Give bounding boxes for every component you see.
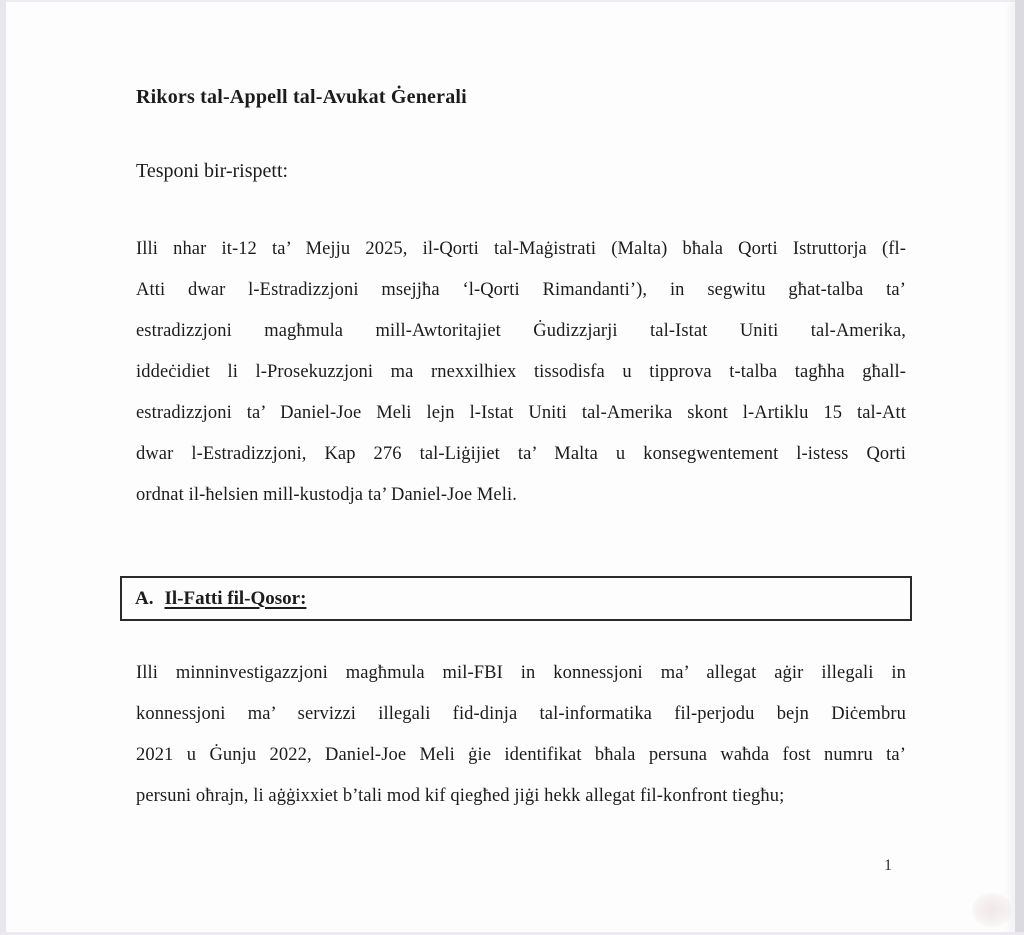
paragraph-2-line: 2021 u Ġunju 2022, Daniel-Joe Meli ġie identifikat bħala persuna waħda fost numru ta’ [136, 745, 906, 765]
paragraph-2-line: Illi minninvestigazzjoni magħmula mil-FBI in konnessjoni ma’ allegat aġir illegali in [136, 663, 906, 683]
paragraph-1-line: estradizzjoni magħmula mill-Awtoritajiet Ġudizzjarji tal-Istat Uniti tal-Amerika, [136, 321, 906, 341]
scan-edge-right [1015, 0, 1024, 935]
paragraph-2-line: konnessjoni ma’ servizzi illegali fid-dinja tal-informatika fil-perjodu bejn Diċembru [136, 704, 906, 724]
page-number: 1 [884, 857, 892, 874]
scan-smudge-artifact [972, 893, 1012, 927]
section-heading-label: A. [135, 587, 154, 609]
paragraph-1 [136, 229, 906, 516]
document-title: Rikors tal-Appell tal-Avukat Ġenerali [136, 86, 467, 108]
paragraph-1-line: Illi nhar it-12 ta’ Mejju 2025, il-Qorti tal-Maġistrati (Malta) bħala Qorti Istruttorja (fl- [136, 239, 906, 259]
paragraph-1-line: Atti dwar l-Estradizzjoni msejjħa ‘l-Qorti Rimandanti’), in segwitu għat-talba ta’ [136, 280, 906, 300]
salutation-line: Tesponi bir-rispett: [136, 160, 289, 182]
scan-edge-left [0, 0, 6, 935]
paragraph-1-line: dwar l-Estradizzjoni, Kap 276 tal-Liġijiet ta’ Malta u konsegwentement l-istess Qorti [136, 444, 906, 464]
section-heading-box [120, 576, 912, 621]
scan-edge-top [0, 0, 1024, 2]
section-heading-title: Il-Fatti fil-Qosor: [164, 587, 307, 609]
paragraph-2-line: persuni oħrajn, li aġġixxiet b’tali mod kif qiegħed jiġi hekk allegat fil-konfront tiegħu; [136, 786, 785, 806]
paragraph-1-line: iddeċidiet li l-Prosekuzzjoni ma rnexxilhiex tissodisfa u tipprova t-talba tagħha għall- [136, 362, 906, 382]
paragraph-2 [136, 653, 906, 817]
paragraph-1-line: ordnat il-ħelsien mill-kustodja ta’ Daniel-Joe Meli. [136, 485, 517, 505]
paragraph-1-line: estradizzjoni ta’ Daniel-Joe Meli lejn l-Istat Uniti tal-Amerika skont l-Artiklu 15 tal-Att [136, 403, 906, 423]
